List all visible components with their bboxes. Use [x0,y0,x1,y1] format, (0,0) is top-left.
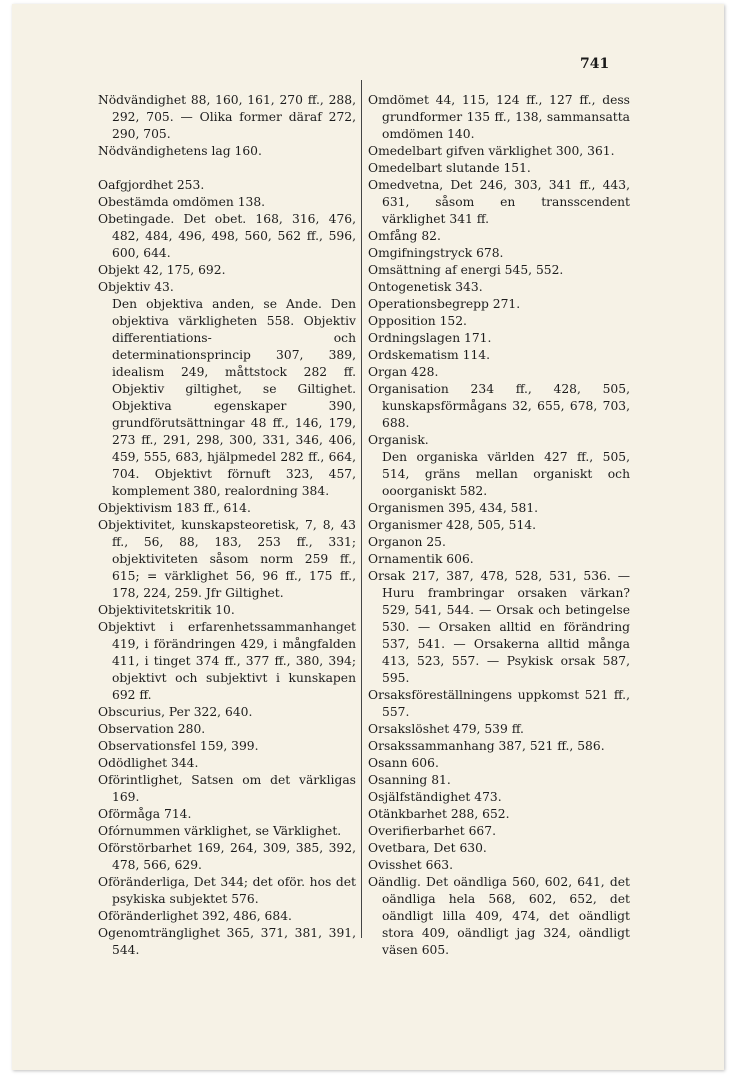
index-entry: Omsättning af energi 545, 552. [368,263,564,277]
index-entry: Ordskematism 114. [368,348,490,362]
index-entry: Odödlighet 344. [98,756,199,770]
index-entry: Organ 428. [368,365,439,379]
section-gap [98,160,356,177]
index-entry: Obscurius, Per 322, 640. [98,705,253,719]
index-entry: Objektivt i erfarenhetssammanhanget 419, i förändringen 429, i mångfalden 411, i tinget 374 ff., 377 ff., 380, 394; objektivt och subjektivt i kunskapen 692 ff. [98,620,356,702]
index-entry: Operationsbegrepp 271. [368,297,521,311]
index-entry: Obestämda omdömen 138. [98,195,266,209]
index-entry: Oföränderlighet 392, 486, 684. [98,909,292,923]
index-entry: Omgifningstryck 678. [368,246,504,260]
index-entry: Objektivism 183 ff., 614. [98,501,251,515]
index-entry: Ordningslagen 171. [368,331,492,345]
index-entry: Organisation 234 ff., 428, 505, kunskapsförmågans 32, 655, 678, 703, 688. [368,382,630,430]
index-column-left [98,92,356,959]
index-entry: Omedelbart gifven värklighet 300, 361. [368,144,615,158]
index-entry: Organismer 428, 505, 514. [368,518,537,532]
index-entry: Otänkbarhet 288, 652. [368,807,510,821]
index-entry: Ornamentik 606. [368,552,474,566]
page-number: 741 [580,56,610,72]
index-entry: Oföränderliga, Det 344; det oför. hos det psykiska subjektet 576. [98,875,356,906]
index-entry: Ofórnummen värklighet, se Värklighet. [98,824,342,838]
index-entry: Oförintlighet, Satsen om det värkligas 169. [98,773,356,804]
index-entry: Oafgjordhet 253. [98,178,205,192]
index-entry: Omdömet 44, 115, 124 ff., 127 ff., dess grundformer 135 ff., 138, sammansatta omdömen 140. [368,93,630,141]
index-entry: Organisk. [368,433,429,447]
index-entry: Nödvändighet 88, 160, 161, 270 ff., 288, 292, 705. — Olika former däraf 272, 290, 705. [98,93,356,141]
index-subentry: Den organiska världen 427 ff., 505, 514, gräns mellan organiskt och ooorganiskt 582. [382,450,630,498]
index-entry: Organon 25. [368,535,446,549]
index-entry: Orsakslöshet 479, 539 ff. [368,722,524,736]
book-page [12,4,724,1070]
index-entry: Observationsfel 159, 399. [98,739,259,753]
index-entry: Objektiv 43. [98,280,174,294]
column-divider [361,80,362,938]
index-entry: Objekt 42, 175, 692. [98,263,226,277]
index-entry: Ontogenetisk 343. [368,280,483,294]
index-entry: Nödvändighetens lag 160. [98,144,262,158]
index-entry: Oförmåga 714. [98,807,192,821]
index-entry: Osjälfständighet 473. [368,790,502,804]
index-entry: Objektivitetskritik 10. [98,603,235,617]
index-entry: Ovetbara, Det 630. [368,841,487,855]
index-entry: Osann 606. [368,756,439,770]
index-entry: Observation 280. [98,722,206,736]
index-entry: Overifierbarhet 667. [368,824,496,838]
index-entry: Objektivitet, kunskapsteoretisk, 7, 8, 43 ff., 56, 88, 183, 253 ff., 331; objektiviteten såsom norm 259 ff., 615; = värklighet 56, 96 ff., 175 ff., 178, 224, 259. Jfr Giltighet. [98,518,356,600]
index-entry: Omfång 82. [368,229,441,243]
index-entry: Ogenomtränglighet 365, 371, 381, 391, 544. [98,926,356,957]
index-entry: Organismen 395, 434, 581. [368,501,539,515]
index-entry: Omedvetna, Det 246, 303, 341 ff., 443, 631, såsom en transscendent värklighet 341 ff. [368,178,630,226]
index-entry: Oändlig. Det oändliga 560, 602, 641, det oändliga hela 568, 602, 652, det oändligt lilla 409, 474, det oändligt stora 409, oändligt jag 324, oändligt väsen 605. [368,875,630,957]
index-entry: Omedelbart slutande 151. [368,161,531,175]
index-entry: Oförstörbarhet 169, 264, 309, 385, 392, 478, 566, 629. [98,841,356,872]
index-entry: Orsakssammanhang 387, 521 ff., 586. [368,739,605,753]
index-entry: Osanning 81. [368,773,451,787]
index-entry: Opposition 152. [368,314,467,328]
index-entry: Ovisshet 663. [368,858,454,872]
index-column-right [368,92,630,959]
index-entry: Obetingade. Det obet. 168, 316, 476, 482, 484, 496, 498, 560, 562 ff., 596, 600, 644. [98,212,356,260]
index-subentry: Den objektiva anden, se Ande. Den objektiva värkligheten 558. Objektiv differentiations- och determinationsprincip 307, 389, idealism 249, måttstock 282 ff. Objektiv giltighet, se Giltighet. Objektiva egenskaper 390, grundförutsättningar 48 ff., 146, 179, 273 ff., 291, 298, 300, 331, 346, 406, 459, 555, 683, hjälpmedel 282 ff., 664, 704. Objektivt förnuft 323, 457, komplement 380, realordning 384. [112,297,356,498]
index-entry: Orsaksföreställningens uppkomst 521 ff., 557. [368,688,630,719]
index-entry: Orsak 217, 387, 478, 528, 531, 536. — Huru frambringar orsaken värkan? 529, 541, 544. — Orsak och betingelse 530. — Orsaken alltid en förändring 537, 541. — Orsakerna alltid många 413, 523, 557. — Psykisk orsak 587, 595. [368,569,630,685]
